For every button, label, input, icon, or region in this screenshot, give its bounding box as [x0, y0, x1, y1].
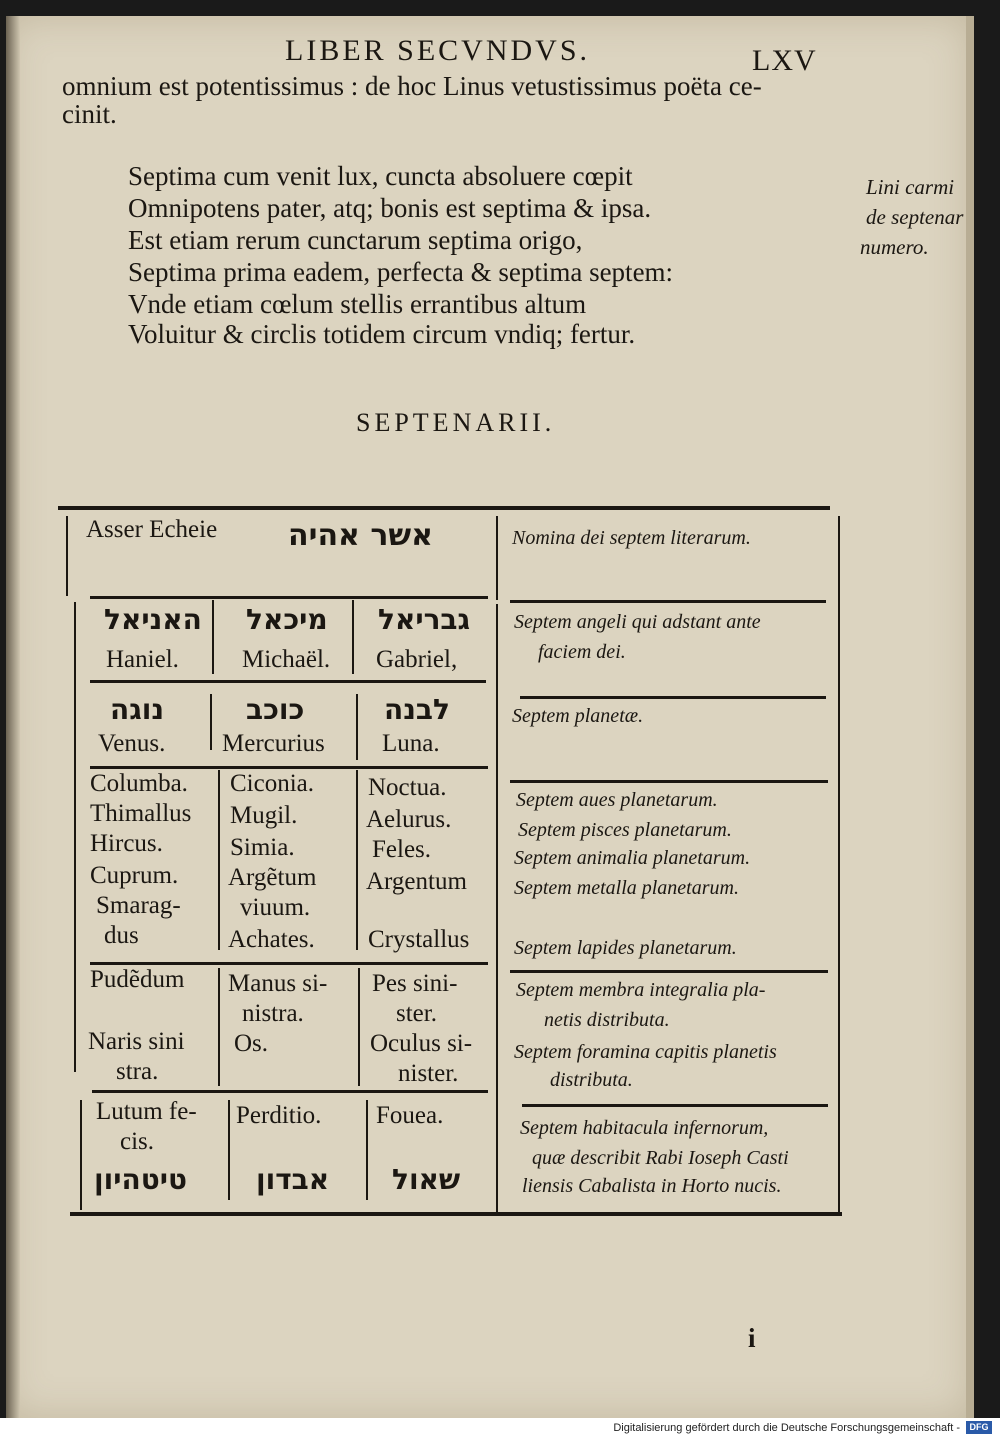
cell-hebrew-nogah: נוגה: [110, 693, 165, 726]
cell-argentum-viuum-2: viuum.: [240, 894, 311, 921]
rule-v: [356, 694, 358, 760]
cell-lutum-fecis-2: cis.: [120, 1128, 155, 1155]
cell-hebrew-abaddon: אבדון: [256, 1163, 330, 1196]
note-foramina-2: distributa.: [550, 1069, 633, 1091]
cell-manus-sinistra-2: nistra.: [242, 1000, 304, 1027]
cell-smaragdus-2: dus: [104, 922, 139, 949]
row-rule: [92, 1090, 488, 1093]
rule-v: [352, 600, 354, 674]
rule-v: [366, 1100, 368, 1200]
note-nomina-dei: Nomina dei septem literarum.: [512, 527, 751, 549]
cell-manus-sinistra-1: Manus si-: [228, 970, 328, 997]
rule-v: [212, 600, 214, 674]
poem-line-6: Voluitur & circlis totidem circum vndiq; fertur.: [128, 319, 636, 349]
signature-mark: i: [748, 1323, 756, 1353]
cell-achates: Achates.: [228, 926, 315, 953]
cell-argentum: Argentum: [366, 868, 467, 895]
table-title: SEPTENARII.: [356, 408, 556, 437]
poem-line-2: Omnipotens pater, atq; bonis est septima & ipsa.: [128, 193, 652, 223]
rule-v: [496, 604, 498, 1214]
cell-mercurius: Mercurius: [222, 730, 325, 757]
margin-note-line-1: Lini carmi: [866, 175, 955, 199]
cell-venus: Venus.: [98, 730, 166, 757]
table-top-rule: [58, 506, 830, 510]
cell-asser-echeie: Asser Echeie: [86, 516, 218, 543]
cell-hircus: Hircus.: [90, 830, 163, 857]
rule-v: [218, 770, 220, 950]
cell-hebrew-haniel: האניאל: [104, 603, 202, 636]
cell-argentum-viuum-1: Argẽtum: [228, 864, 317, 891]
intro-line-1: omnium est potentissimus : de hoc Linus vetustissimus poëta ce-: [62, 71, 762, 101]
note-angels-line-1: Septem angeli qui adstant ante: [514, 611, 761, 633]
digitization-footer: [0, 1418, 1000, 1438]
row-rule: [510, 970, 828, 973]
rule-v: [496, 516, 498, 600]
rule-v: [838, 516, 840, 1216]
cell-naris-sinistra-2: stra.: [116, 1058, 159, 1085]
cell-luna: Luna.: [382, 730, 440, 757]
rule-v: [210, 694, 212, 750]
footer-credit: Digitalisierung gefördert durch die Deutsche Forschungsgemeinschaft -: [613, 1422, 960, 1434]
cell-pes-sinister-1: Pes sini-: [372, 970, 458, 997]
margin-note-line-3: numero.: [860, 235, 929, 259]
rule-v: [228, 1100, 230, 1200]
cell-aelurus: Aelurus.: [366, 806, 452, 833]
cell-hebrew-michael: מיכאל: [246, 603, 328, 636]
dfg-logo: DFG: [966, 1421, 992, 1434]
intro-line-2: cinit.: [62, 99, 117, 129]
table-bottom-rule: [70, 1212, 842, 1216]
note-membra-1: Septem membra integralia pla-: [516, 979, 766, 1001]
poem-line-1: Septima cum venit lux, cuncta absoluere cœpit: [128, 161, 633, 191]
row-rule: [520, 696, 826, 699]
poem-line-4: Septima prima eadem, perfecta & septima septem:: [128, 257, 674, 287]
cell-hebrew-sheol: שאול: [392, 1163, 461, 1196]
note-aues: Septem aues planetarum.: [516, 789, 718, 811]
margin-note-line-2: de septenar: [866, 205, 964, 229]
cell-feles: Feles.: [372, 836, 432, 863]
row-rule: [510, 600, 826, 603]
cell-crystallus: Crystallus: [368, 926, 470, 953]
note-habitacula-2: quæ describit Rabi Ioseph Casti: [532, 1147, 789, 1169]
cell-lutum-fecis-1: Lutum fe-: [96, 1098, 197, 1125]
cell-oculus-sinister-2: nister.: [398, 1060, 459, 1087]
row-rule: [522, 1104, 828, 1107]
cell-haniel: Haniel.: [106, 646, 179, 673]
page-edge: [966, 16, 974, 1418]
cell-thimallus: Thimallus: [90, 800, 192, 827]
page-gutter: [6, 16, 20, 1418]
note-foramina-1: Septem foramina capitis planetis: [514, 1041, 777, 1063]
cell-pudendum: Pudẽdum: [90, 966, 185, 993]
cell-noctua: Noctua.: [368, 774, 447, 801]
rule-v: [218, 968, 220, 1086]
cell-fouea: Fouea.: [376, 1102, 444, 1129]
note-lapides: Septem lapides planetarum.: [514, 937, 737, 959]
note-habitacula-1: Septem habitacula infernorum,: [520, 1117, 769, 1139]
cell-pes-sinister-2: ster.: [396, 1000, 437, 1027]
row-rule: [90, 596, 488, 599]
cell-michael: Michaël.: [242, 646, 331, 673]
cell-cuprum: Cuprum.: [90, 862, 179, 889]
cell-simia: Simia.: [230, 834, 295, 861]
cell-hebrew-asser-ehyeh: אשר אהיה: [288, 518, 433, 553]
cell-smaragdus-1: Smarag-: [96, 892, 181, 919]
poem-line-5: Vnde etiam cœlum stellis errantibus altum: [128, 289, 587, 319]
cell-ciconia: Ciconia.: [230, 770, 315, 797]
rule-v: [80, 1100, 82, 1210]
rule-v: [66, 516, 68, 596]
running-title: LIBER SECVNDVS.: [285, 34, 591, 67]
cell-naris-sinistra-1: Naris sini: [88, 1028, 185, 1055]
cell-gabriel: Gabriel,: [376, 646, 458, 673]
cell-hebrew-tit-hayaven: טיטהיון: [94, 1163, 187, 1196]
cell-columba: Columba.: [90, 770, 188, 797]
rule-v: [356, 770, 358, 950]
note-pisces: Septem pisces planetarum.: [518, 819, 732, 841]
note-habitacula-3: liensis Cabalista in Horto nucis.: [522, 1175, 782, 1197]
cell-hebrew-kokhav: כוכב: [246, 693, 305, 726]
note-planetae: Septem planetæ.: [512, 705, 644, 727]
rule-v: [358, 968, 360, 1086]
rule-v: [74, 602, 76, 1072]
note-metalla: Septem metalla planetarum.: [514, 877, 739, 899]
cell-oculus-sinister-1: Oculus si-: [370, 1030, 473, 1057]
row-rule: [510, 780, 828, 783]
poem-line-3: Est etiam rerum cunctarum septima origo,: [128, 225, 583, 255]
note-membra-2: netis distributa.: [544, 1009, 670, 1031]
cell-os: Os.: [234, 1030, 269, 1057]
cell-hebrew-levanah: לבנה: [384, 693, 450, 726]
cell-perditio: Perditio.: [236, 1102, 322, 1129]
folio-number: LXV: [752, 44, 817, 77]
cell-hebrew-gabriel: גבריאל: [378, 603, 471, 636]
note-animalia: Septem animalia planetarum.: [514, 847, 751, 869]
row-rule: [90, 680, 486, 683]
cell-mugil: Mugil.: [230, 802, 298, 829]
note-angels-line-2: faciem dei.: [538, 641, 626, 663]
